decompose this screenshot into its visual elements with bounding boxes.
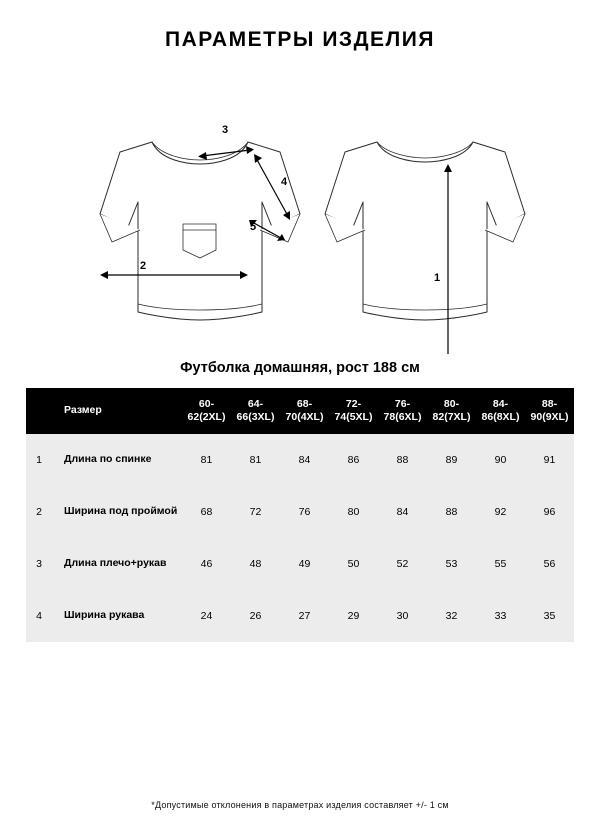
size-table-body — [26, 434, 574, 642]
tshirt-diagram-svg — [0, 64, 600, 354]
cell-value: 24 — [182, 590, 231, 642]
cell-value: 91 — [525, 434, 574, 486]
cell-value: 86 — [329, 434, 378, 486]
tshirt-measurement-diagram — [0, 64, 600, 354]
cell-value: 72 — [231, 486, 280, 538]
footnote: *Допустимые отклонения в параметрах изделия составляет +/- 1 см — [151, 800, 449, 810]
cell-value: 52 — [378, 538, 427, 590]
header-size-0: 60-62(2XL) — [182, 388, 231, 434]
cell-value: 46 — [182, 538, 231, 590]
arrow-head-3-left — [198, 152, 207, 160]
size-table-header-row — [26, 388, 574, 434]
cell-value: 53 — [427, 538, 476, 590]
row-measure-name: Ширина под проймой — [52, 486, 182, 538]
cell-value: 29 — [329, 590, 378, 642]
cell-value: 49 — [280, 538, 329, 590]
cell-value: 81 — [231, 434, 280, 486]
cell-value: 76 — [280, 486, 329, 538]
product-subtitle: Футболка домашняя, рост 188 см — [180, 360, 420, 376]
table-row — [26, 486, 574, 538]
row-index: 1 — [26, 434, 52, 486]
cell-value: 84 — [378, 486, 427, 538]
cell-value: 92 — [476, 486, 525, 538]
table-row — [26, 538, 574, 590]
cell-value: 33 — [476, 590, 525, 642]
cell-value: 81 — [182, 434, 231, 486]
header-size-6: 84-86(8XL) — [476, 388, 525, 434]
measure-label-2: 2 — [140, 260, 147, 272]
cell-value: 88 — [378, 434, 427, 486]
row-index: 4 — [26, 590, 52, 642]
measure-label-5: 5 — [250, 221, 257, 233]
cell-value: 32 — [427, 590, 476, 642]
cell-value: 30 — [378, 590, 427, 642]
header-size-3: 72-74(5XL) — [329, 388, 378, 434]
size-table-head — [26, 388, 574, 434]
cell-value: 56 — [525, 538, 574, 590]
cell-value: 96 — [525, 486, 574, 538]
row-measure-name: Ширина рукава — [52, 590, 182, 642]
cell-value: 90 — [476, 434, 525, 486]
row-index: 3 — [26, 538, 52, 590]
cell-value: 35 — [525, 590, 574, 642]
size-table — [26, 388, 574, 642]
header-measure-name: Размер — [52, 388, 182, 434]
measure-label-4: 4 — [281, 176, 288, 188]
header-size-1: 64-66(3XL) — [231, 388, 280, 434]
row-measure-name: Длина по спинке — [52, 434, 182, 486]
cell-value: 88 — [427, 486, 476, 538]
header-size-5: 80-82(7XL) — [427, 388, 476, 434]
header-size-4: 76-78(6XL) — [378, 388, 427, 434]
row-index: 2 — [26, 486, 52, 538]
measure-label-3: 3 — [222, 124, 229, 136]
product-parameters-page — [0, 28, 600, 828]
arrow-head-2-left — [100, 271, 108, 279]
table-row — [26, 590, 574, 642]
cell-value: 27 — [280, 590, 329, 642]
measure-label-1: 1 — [434, 272, 441, 284]
page-title: ПАРАМЕТРЫ ИЗДЕЛИЯ — [165, 28, 435, 51]
cell-value: 68 — [182, 486, 231, 538]
table-row — [26, 434, 574, 486]
cell-value: 26 — [231, 590, 280, 642]
cell-value: 80 — [329, 486, 378, 538]
header-size-7: 88-90(9XL) — [525, 388, 574, 434]
cell-value: 48 — [231, 538, 280, 590]
header-size-2: 68-70(4XL) — [280, 388, 329, 434]
cell-value: 84 — [280, 434, 329, 486]
cell-value: 50 — [329, 538, 378, 590]
cell-value: 55 — [476, 538, 525, 590]
header-index — [26, 388, 52, 434]
cell-value: 89 — [427, 434, 476, 486]
row-measure-name: Длина плечо+рукав — [52, 538, 182, 590]
